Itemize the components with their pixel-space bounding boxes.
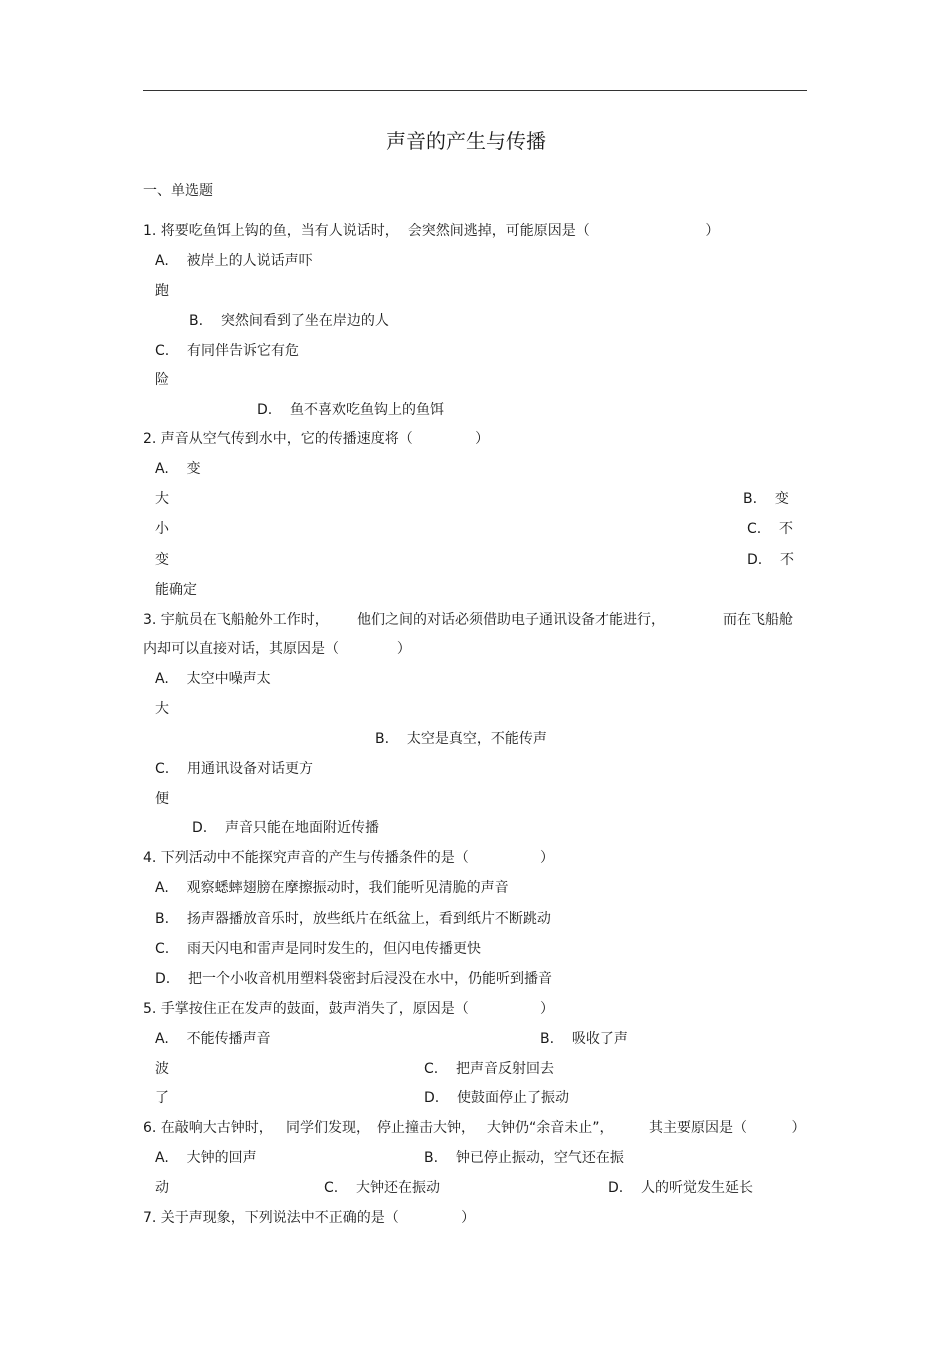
q3-option-c: C. 用通讯设备对话更方 — [155, 761, 314, 777]
page-title: 声音的产生与传播 — [386, 129, 546, 153]
section-heading: 一、单选题 — [143, 183, 213, 199]
q3-option-a: A. 太空中噪声太 — [155, 671, 271, 687]
q3-option-c-cont: 便 — [155, 791, 169, 807]
q3-option-b: B. 太空是真空，不能传声 — [375, 731, 547, 747]
q4-option-d: D. 把一个小收音机用塑料袋密封后浸没在水中，仍能听到播音 — [155, 971, 553, 987]
q2-option-c: C. 不 — [747, 521, 794, 537]
q1-option-a-cont: 跑 — [155, 283, 169, 299]
q6-option-a: A. 大钟的回声 — [155, 1150, 257, 1166]
q3-option-a-cont: 大 — [155, 701, 169, 717]
q4-option-b: B. 扬声器播放音乐时，放些纸片在纸盆上，看到纸片不断跳动 — [155, 911, 551, 927]
q2-option-a-cont3: 变 — [155, 552, 169, 568]
q3-option-d: D. 声音只能在地面附近传播 — [192, 820, 380, 836]
q6-option-b-cont: 动 — [155, 1180, 169, 1196]
q5-option-b-cont1: 波 — [155, 1061, 169, 1077]
q4-option-c: C. 雨天闪电和雷声是同时发生的，但闪电传播更快 — [155, 941, 482, 957]
q5-option-b-cont2: 了 — [155, 1090, 169, 1106]
q6-option-d: D. 人的听觉发生延长 — [608, 1180, 754, 1196]
q2-option-a-cont2: 小 — [155, 521, 169, 537]
q2-option-a: A. 变 — [155, 461, 201, 477]
question-6-stem-part4: 大钟仍“余音未止”， — [487, 1120, 614, 1136]
q1-option-d: D. 鱼不喜欢吃鱼钩上的鱼饵 — [257, 402, 445, 418]
question-6-stem-part1: 6. 在敲响大古钟时， — [143, 1120, 273, 1136]
question-3-stem-part2: 他们之间的对话必须借助电子通讯设备才能进行， — [357, 612, 665, 628]
q2-option-d: D. 不 — [747, 552, 795, 568]
q5-option-b: B. 吸收了声 — [540, 1031, 628, 1047]
question-5-stem: 5. 手掌按住正在发声的鼓面，鼓声消失了，原因是（ ） — [143, 1001, 555, 1017]
q2-option-a-cont4: 能确定 — [155, 582, 197, 598]
q1-option-c: C. 有同伴告诉它有危 — [155, 343, 300, 359]
question-3-stem-part3: 而在飞船舱 — [723, 612, 793, 628]
q1-option-a: A. 被岸上的人说话声吓 — [155, 253, 313, 269]
q5-option-a: A. 不能传播声音 — [155, 1031, 271, 1047]
question-6-stem-part3: 停止撞击大钟， — [377, 1120, 475, 1136]
q2-option-b: B. 变 — [743, 491, 789, 507]
header-rule — [143, 90, 807, 91]
question-3-stem-part1: 3. 宇航员在飞船舱外工作时， — [143, 612, 329, 628]
question-4-stem: 4. 下列活动中不能探究声音的产生与传播条件的是（ ） — [143, 850, 555, 866]
q1-option-b: B. 突然间看到了坐在岸边的人 — [189, 313, 389, 329]
q6-option-b: B. 钟已停止振动，空气还在振 — [424, 1150, 624, 1166]
question-7-stem: 7. 关于声现象，下列说法中不正确的是（ ） — [143, 1210, 476, 1226]
q2-option-a-cont1: 大 — [155, 491, 169, 507]
q6-option-c: C. 大钟还在振动 — [324, 1180, 441, 1196]
question-1-stem: 1. 将要吃鱼饵上钩的鱼，当有人说话时， 会突然间逃掉，可能原因是（ ） — [143, 223, 720, 239]
question-6-stem-part2: 同学们发现， — [286, 1120, 370, 1136]
q4-option-a: A. 观察蟋蟀翅膀在摩擦振动时，我们能听见清脆的声音 — [155, 880, 509, 896]
question-2-stem: 2. 声音从空气传到水中，它的传播速度将（ ） — [143, 431, 490, 447]
question-3-stem-line2: 内却可以直接对话，其原因是（ ） — [143, 641, 411, 657]
q5-option-c: C. 把声音反射回去 — [424, 1061, 555, 1077]
q1-option-c-cont: 险 — [155, 372, 169, 388]
q5-option-d: D. 使鼓面停止了振动 — [424, 1090, 570, 1106]
question-6-stem-part5: 其主要原因是（ ） — [649, 1120, 806, 1136]
